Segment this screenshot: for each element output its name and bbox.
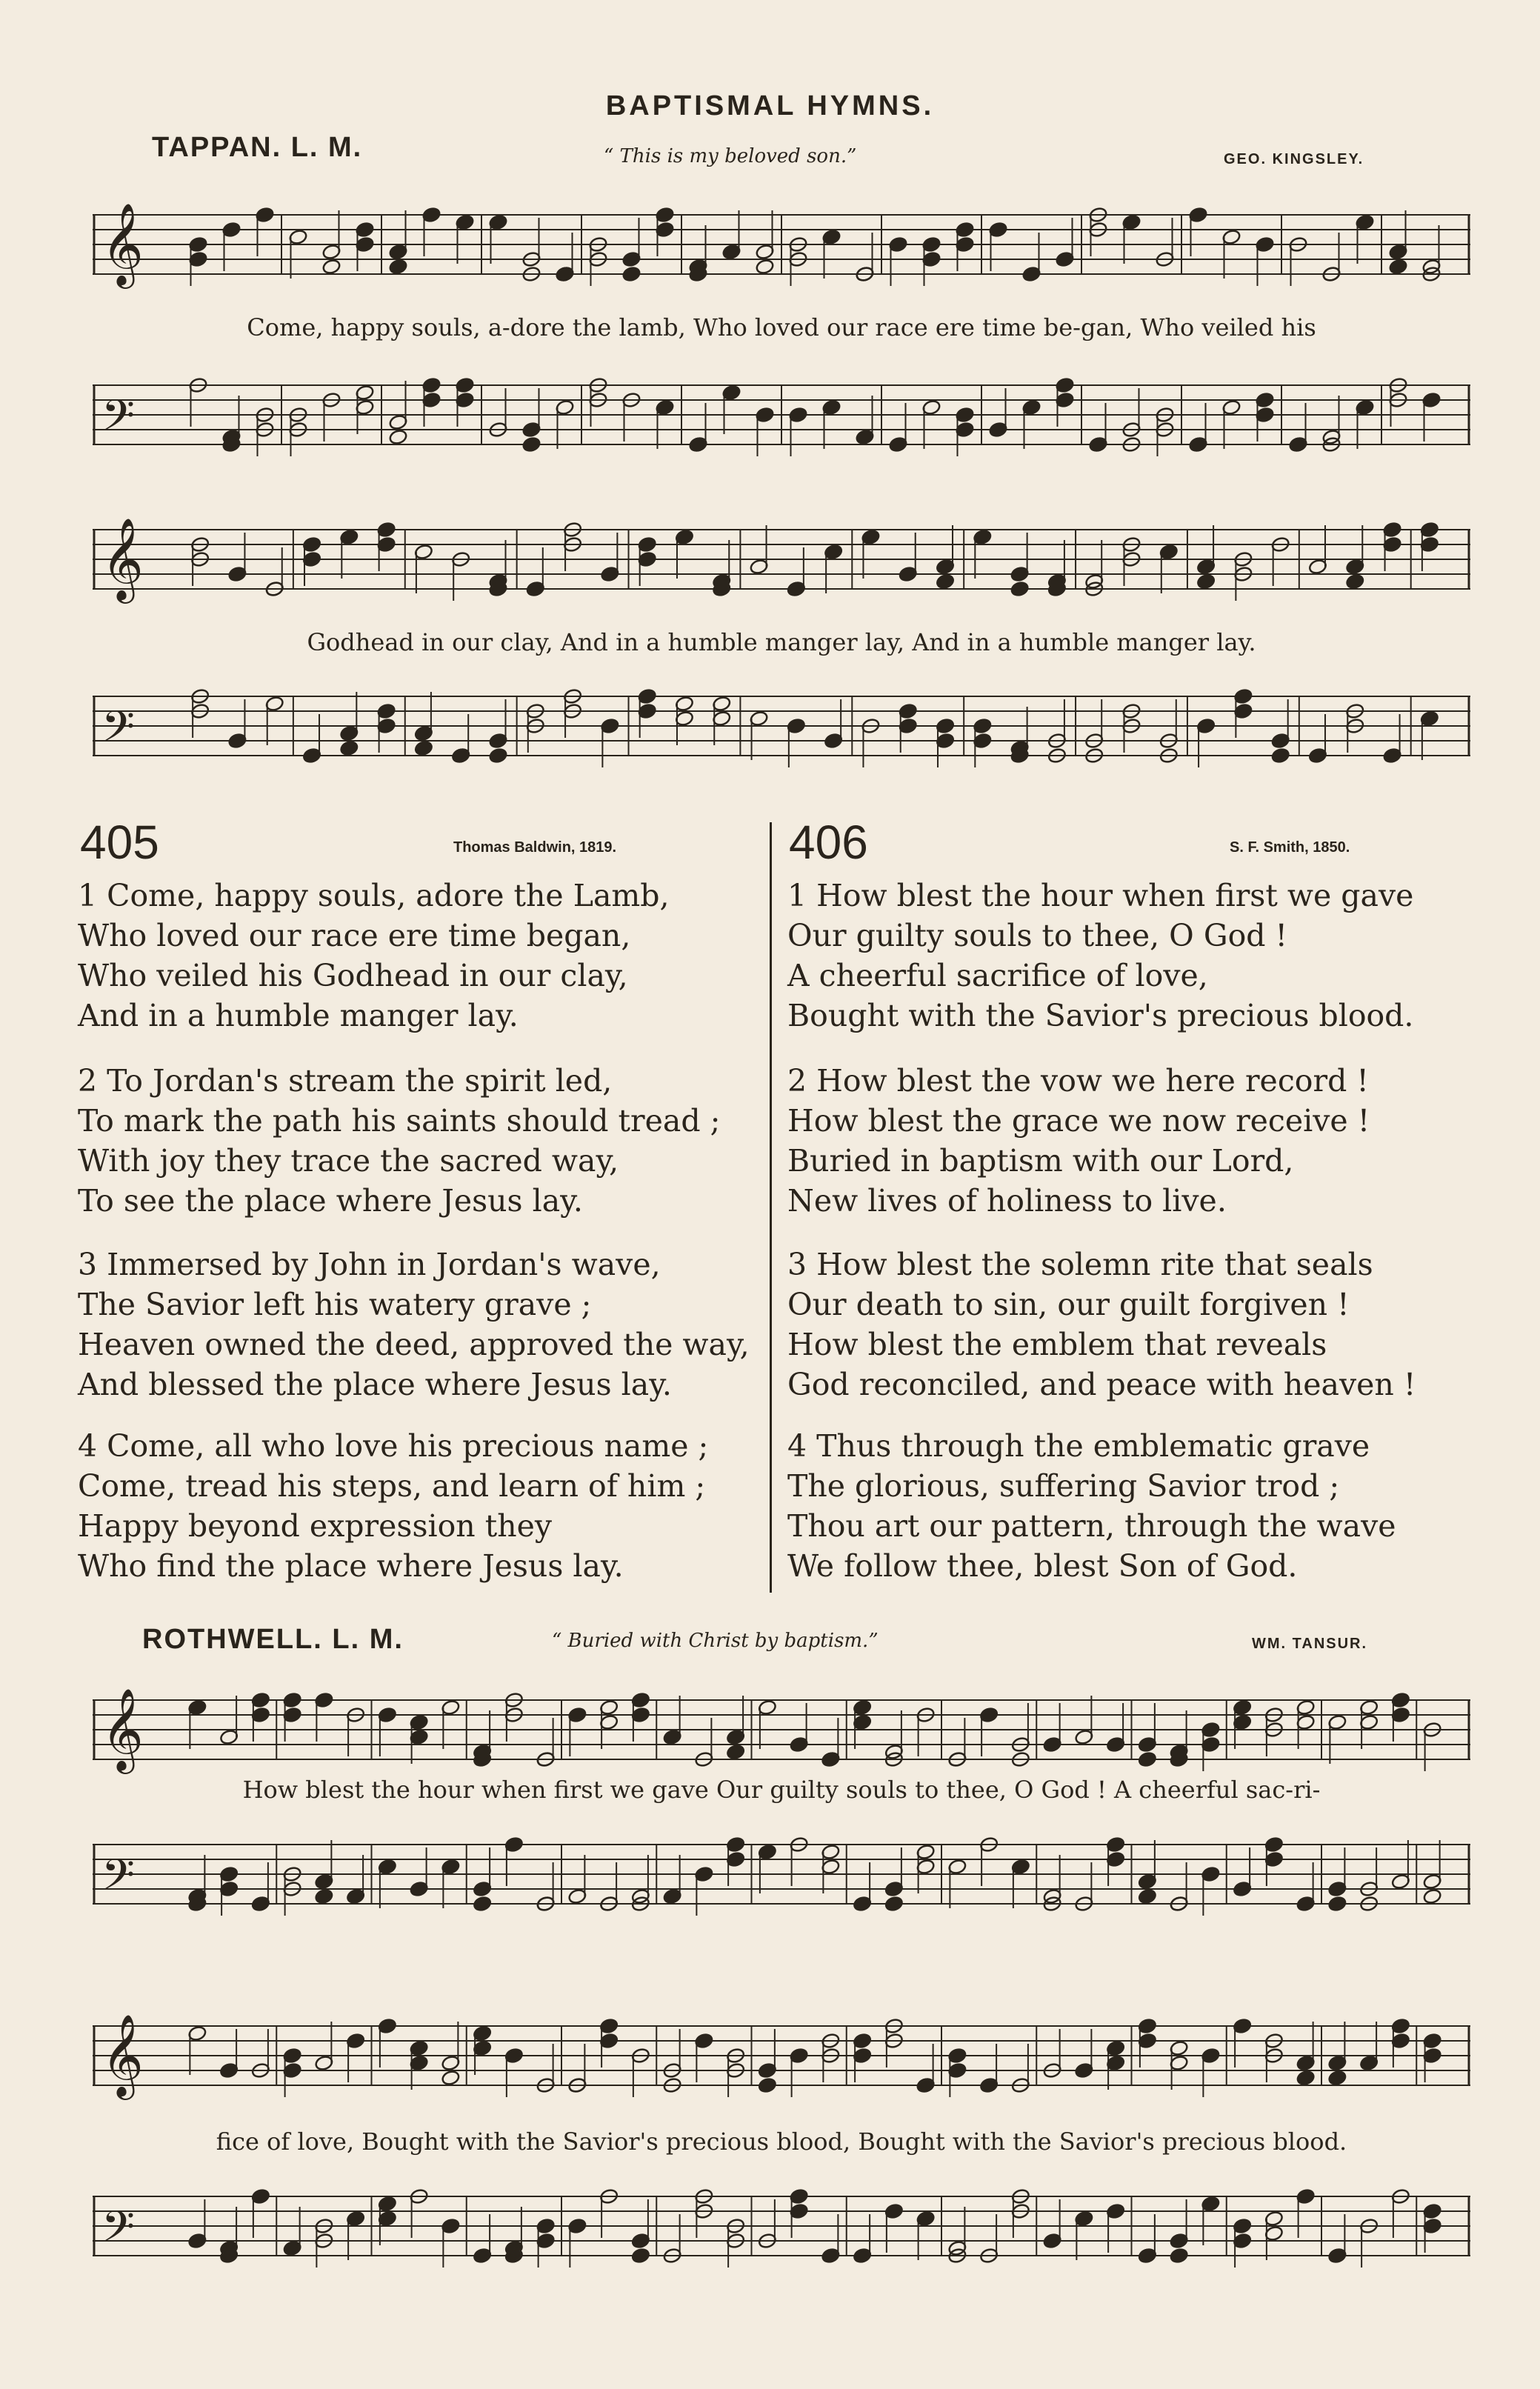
treble-staff: [93, 2011, 1470, 2100]
music-system-tappan-1: [93, 189, 1470, 478]
svg-text:𝄢: 𝄢: [101, 1850, 136, 1910]
stanza-line: 2 To Jordan's stream the spirit led,: [78, 1063, 613, 1099]
svg-text:𝄞: 𝄞: [101, 517, 144, 600]
lyric-line: How blest the hour when first we gave Our guilty souls to thee, O God ! A cheerful sac-ri-: [242, 1776, 1321, 1804]
stanza-line: Bought with the Savior's precious blood.: [787, 998, 1414, 1033]
bass-staff: [93, 370, 1470, 459]
tune-name-tappan: TAPPAN. L. M.: [152, 132, 363, 163]
stanza-line: Who veiled his Godhead in our clay,: [78, 958, 628, 993]
treble-staff: [93, 515, 1470, 604]
stanza-line: Come, tread his steps, and learn of him ;: [78, 1468, 706, 1504]
stanza-line: 3 Immersed by John in Jordan's wave,: [78, 1247, 661, 1282]
stanza-line: The Savior left his watery grave ;: [78, 1287, 592, 1322]
stanza-line: 4 Thus through the emblematic grave: [787, 1428, 1370, 1464]
stanza-405-4: [78, 1426, 708, 1586]
stanza-line: New lives of holiness to live.: [787, 1183, 1227, 1219]
stanza-line: How blest the emblem that reveals: [787, 1327, 1327, 1362]
stanza-line: Our guilty souls to thee, O God !: [787, 918, 1288, 953]
stanza-line: The glorious, suffering Savior trod ;: [787, 1468, 1340, 1504]
column-divider: [770, 822, 772, 1593]
tune-name-rothwell: ROTHWELL. L. M.: [142, 1624, 404, 1655]
hymn-number-406: 406: [789, 816, 868, 869]
stanza-line: To mark the path his saints should tread ;: [78, 1103, 721, 1139]
hymn-author-406: S. F. Smith, 1850.: [1230, 839, 1350, 856]
stanza-406-3: [787, 1245, 1416, 1405]
page-header: BAPTISMAL HYMNS.: [605, 90, 935, 121]
stanza-line: Thou art our pattern, through the wave: [787, 1508, 1396, 1544]
music-system-rothwell-1: [93, 1670, 1470, 1952]
svg-text:𝄞: 𝄞: [101, 2013, 144, 2096]
bass-staff: [93, 1830, 1470, 1919]
tune-composer-tappan: GEO. KINGSLEY.: [1224, 151, 1364, 167]
stanza-406-2: [787, 1061, 1370, 1221]
stanza-line: 3 How blest the solemn rite that seals: [787, 1247, 1373, 1282]
stanza-405-1: [78, 876, 670, 1036]
stanza-line: Our death to sin, our guilt forgiven !: [787, 1287, 1350, 1322]
stanza-405-3: [78, 1245, 750, 1405]
stanza-line: And blessed the place where Jesus lay.: [78, 1367, 672, 1402]
stanza-line: 1 How blest the hour when first we gave: [787, 878, 1414, 913]
tune-composer-rothwell: WM. TANSUR.: [1252, 1636, 1368, 1652]
stanza-line: Heaven owned the deed, approved the way,: [78, 1327, 750, 1362]
svg-text:𝄢: 𝄢: [101, 390, 136, 451]
stanza-line: 4 Come, all who love his precious name ;: [78, 1428, 709, 1464]
svg-text:𝄢: 𝄢: [101, 702, 136, 762]
music-system-tappan-2: [93, 504, 1470, 793]
stanza-line: Who find the place where Jesus lay.: [78, 1548, 624, 1584]
lyric-line: Godhead in our clay, And in a humble manger lay, And in a humble manger lay.: [307, 628, 1256, 656]
stanza-405-2: [78, 1061, 720, 1221]
hymn-author-405: Thomas Baldwin, 1819.: [453, 839, 617, 856]
treble-staff: [93, 1685, 1470, 1774]
lyric-line: fice of love, Bought with the Savior's precious blood, Bought with the Savior's precious blood.: [216, 2128, 1347, 2156]
music-system-rothwell-2: [93, 1993, 1470, 2289]
lyric-line: Come, happy souls, a-dore the lamb, Who loved our race ere time be-gan, Who veiled his: [247, 313, 1316, 341]
stanza-line: Who loved our race ere time began,: [78, 918, 631, 953]
stanza-line: With joy they trace the sacred way,: [78, 1143, 619, 1179]
stanza-line: A cheerful sacrifice of love,: [787, 958, 1208, 993]
hymn-number-405: 405: [80, 816, 159, 869]
treble-staff: [93, 200, 1470, 289]
bass-staff: [93, 682, 1470, 770]
stanza-line: Happy beyond expression they: [78, 1508, 553, 1544]
stanza-line: And in a humble manger lay.: [78, 998, 519, 1033]
tune-quote-rothwell: “ Buried with Christ by baptism.”: [552, 1630, 879, 1652]
bass-staff: [93, 2182, 1470, 2270]
svg-text:𝄞: 𝄞: [101, 202, 144, 285]
stanza-406-4: [787, 1426, 1396, 1586]
stanza-line: We follow thee, blest Son of God.: [787, 1548, 1298, 1584]
tune-quote-tappan: “ This is my beloved son.”: [604, 145, 857, 167]
stanza-line: Buried in baptism with our Lord,: [787, 1143, 1294, 1179]
stanza-line: 2 How blest the vow we here record !: [787, 1063, 1369, 1099]
svg-text:𝄢: 𝄢: [101, 2202, 136, 2262]
stanza-line: God reconciled, and peace with heaven !: [787, 1367, 1416, 1402]
stanza-line: To see the place where Jesus lay.: [78, 1183, 583, 1219]
stanza-line: How blest the grace we now receive !: [787, 1103, 1370, 1139]
stanza-406-1: [787, 876, 1413, 1036]
svg-text:𝄞: 𝄞: [101, 1687, 144, 1770]
stanza-line: 1 Come, happy souls, adore the Lamb,: [78, 878, 670, 913]
